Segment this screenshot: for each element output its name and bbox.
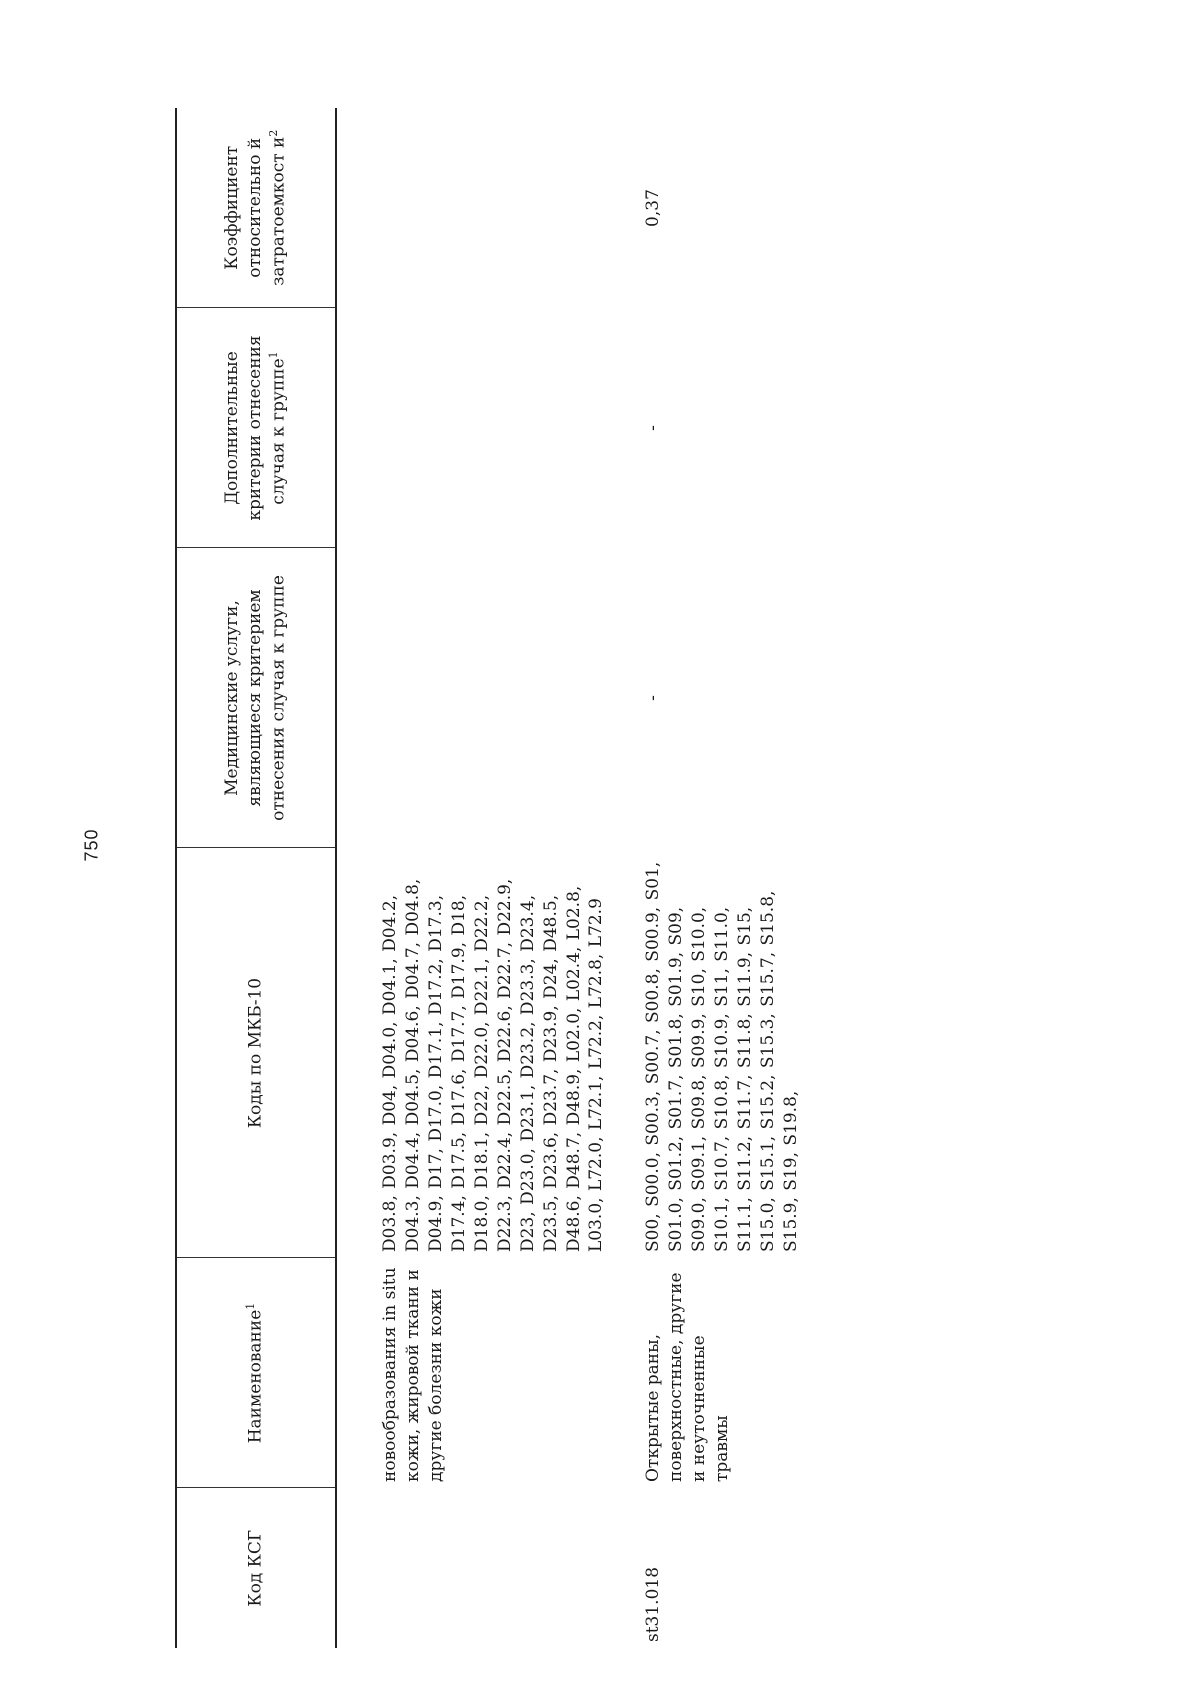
ksg-table [175,108,803,1648]
header-coefficient: Коэффициент относительно й затратоемкост $и^2$ [176,108,336,308]
page-number: 750 [81,828,102,862]
cell-icd-codes: S00, S00.0, S00.3, S00.7, S00.8, S00.9, S01, S01.0, S01.2, S01.7, S01.8, S01.9, S09, S09.0, S09.1, S09.8, S09.9, S10, S10.0, S10.1, S10.7, S10.8, S10.9, S11, S11.0, S11.1, S11.2, S11.7, S11.8, S11.9, S15, S15.0, S15.1, S15.2, S15.3, S15.7, S15.8, S15.9, S19, S19.8, [643,861,801,1252]
cell-ksg-code: st31.018 [643,1566,664,1642]
table-header-row [176,108,336,1648]
header-icd-codes: Коды по МКБ-10 [176,848,336,1258]
cell-services [336,548,608,848]
header-services: Медицинские услуги, являющиеся критерием отнесения случая к группе [176,548,336,848]
cell-icd-codes: D03.8, D03.9, D04, D04.0, D04.1, D04.2, D04.3, D04.4, D04.5, D04.6, D04.7, D04.8, D04.9, D17, D17.0, D17.1, D17.2, D17.3, D17.4, D17.5, D17.6, D17.7, D17.9, D18, D18.0, D18.1, D22, D22.0, D22.1, D22.2, D22.3, D22.4, D22.5, D22.6, D22.7, D22.9, D23, D23.0, D23.1, D23.2, D23.3, D23.4, D23.5, D23.6, D23.7, D23.9, D24, D48.5, D48.6, D48.7, D48.9, L02.0, L02.4, L02.8, L03.0, L72.0, L72.1, L72.2, L72.8, L72.9 [380,878,607,1252]
cell-coefficient: 0,37 [643,189,664,227]
table-row [608,108,803,1648]
cell-services: - [643,695,664,701]
header-name: Наименование$^1$ [176,1258,336,1488]
cell-ksg-code [336,1488,608,1648]
header-ksg-code: Код КСГ [176,1488,336,1648]
cell-name: Открытые раны, поверхностные, другие и неуточненные травмы [643,1272,733,1482]
cell-coefficient [336,108,608,308]
rotated-table-area [175,108,1035,1648]
table-row [336,108,608,1648]
header-criteria: Дополнительные критерии отнесения случая к группе$^1$ [176,308,336,548]
cell-criteria [336,308,608,548]
cell-name: новообразования in situ кожи, жировой ткани и другие болезни кожи [380,1267,446,1482]
cell-criteria: - [643,425,664,431]
